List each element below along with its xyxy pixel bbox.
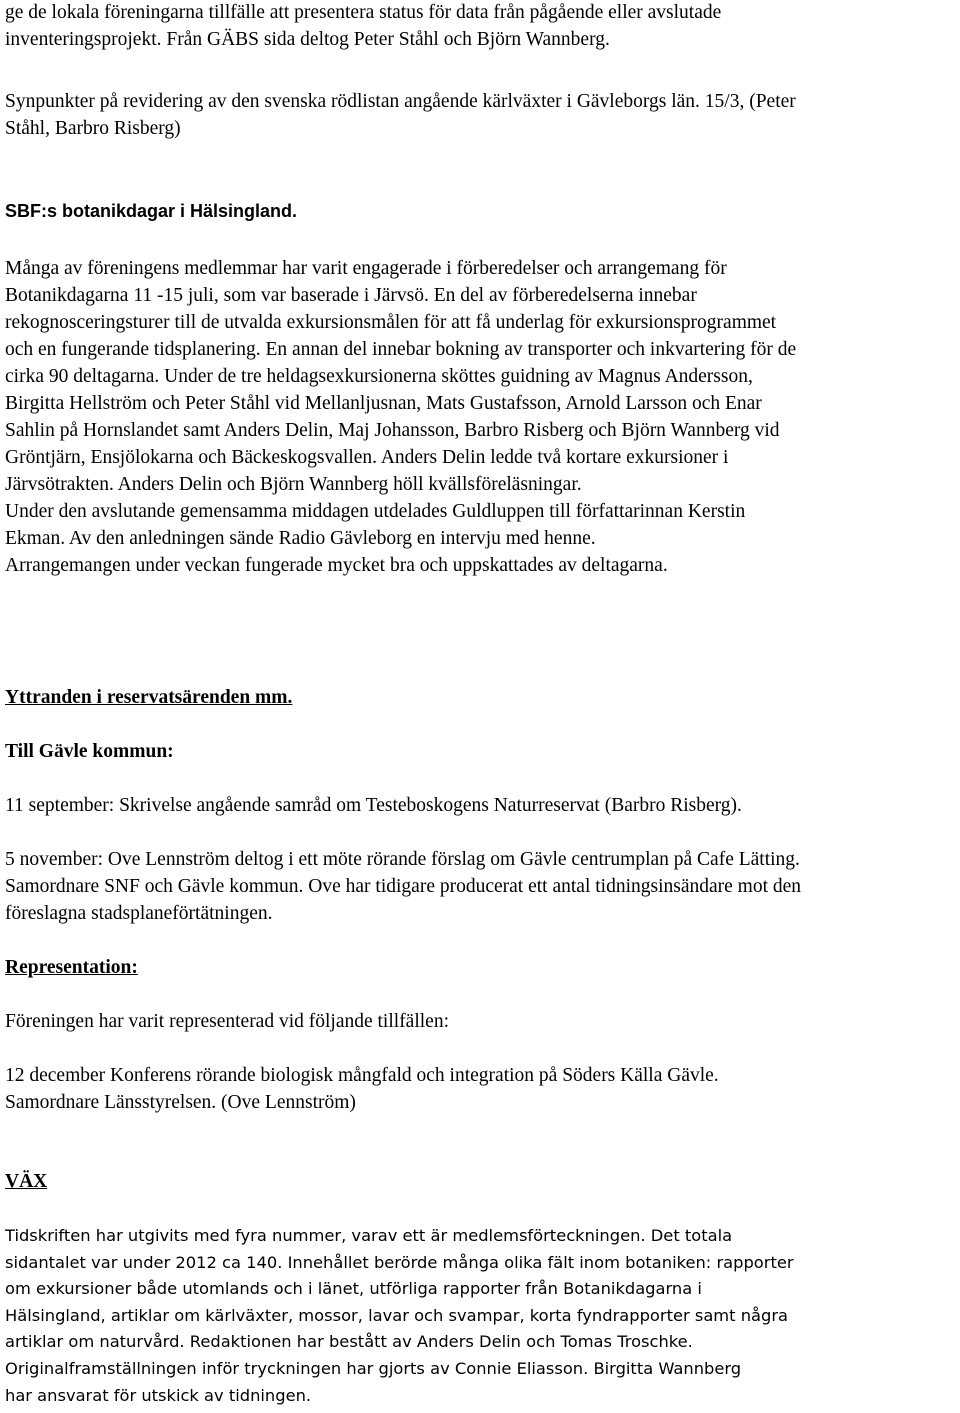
representation-intro: Föreningen har varit representerad vid följande tillfällen: bbox=[5, 1011, 449, 1032]
september-item: 11 september: Skrivelse angående samråd om Testeboskogens Naturreservat (Barbro Risberg). bbox=[5, 795, 742, 816]
intro-continuation-paragraph: ge de lokala föreningarna tillfälle att presentera status för data från pågående eller avslutade inventeringsprojekt. Från GÄBS sida deltog Peter Ståhl och Björn Wannberg. bbox=[5, 2, 722, 50]
redlist-item-paragraph: Synpunkter på revidering av den svenska rödlistan angående kärlväxter i Gävleborgs län. 15/3, (Peter Ståhl, Barbro Risberg) bbox=[5, 91, 796, 139]
november-item: 5 november: Ove Lennström deltog i ett möte rörande förslag om Gävle centrumplan på Cafe Lätting. Samordnare SNF och Gävle kommun. Ove har tidigare producerat ett antal tidningsinsändare mot den föreslagna stadsplaneförtätningen. bbox=[5, 849, 802, 924]
representation-heading: Representation: bbox=[5, 957, 138, 978]
vax-body: Tidskriften har utgivits med fyra nummer, varav ett är medlemsförteckningen. Det totala sidantalet var under 2012 ca 140. Innehållet berörde många olika fält inom botaniken: rapporter om exkursioner både utomlands och i länet, utförliga rapporter från Botanikdagarna i Hälsingland, artiklar om kärlväxter, mossor, lavar och svampar, korta fyndrapporter samt några artiklar om naturvård. Redaktionen har bestått av Anders Delin och Tomas Troschke. Originalframställningen inför tryckningen har gjorts av Connie Eliasson. Birgitta Wannberg har ansvarat för utskick av tidningen. bbox=[5, 1226, 794, 1405]
gavle-kommun-heading: Till Gävle kommun: bbox=[5, 741, 174, 762]
yttranden-heading: Yttranden i reservatsärenden mm. bbox=[5, 687, 293, 708]
botanikdagar-heading: SBF:s botanikdagar i Hälsingland. bbox=[5, 201, 298, 221]
botanikdagar-body: Många av föreningens medlemmar har varit engagerade i förberedelser och arrangemang för Botanikdagarna 11 -15 juli, som var baserade i Järvsö. En del av förberedelserna innebar rekognosceringsturer till de utvalda exkursionsmålen för att få underlag för exkursionsprogrammet och en fungerande tidsplanering. En annan del innebar bokning av transporter och inkvartering för de cirka 90 deltagarna. Under de tre heldagsexkursionerna sköttes guidning av Magnus Andersson, Birgitta Hellström och Peter Ståhl vid Mellanljusnan, Mats Gustafsson, Arnold Larsson och Enar Sahlin på Hornslandet samt Anders Delin, Maj Johansson, Barbro Risberg och Björn Wannberg vid Gröntjärn, Ensjölokarna och Bäckeskogsvallen. Anders Delin ledde två kortare exkursioner i Järvsötrakten. Anders Delin och Björn Wannberg höll kvällsföreläsningar. Under den avslutande gemensamma middagen utdelades Guldluppen till författarinnan Kerstin Ekman. Av den anledningen sände Radio Gävleborg en intervju med henne. Arrangemangen under veckan fungerade mycket bra och uppskattades av deltagarna. bbox=[5, 258, 797, 576]
december-item: 12 december Konferens rörande biologisk mångfald och integration på Söders Källa Gävle. Samordnare Länsstyrelsen. (Ove Lennström) bbox=[5, 1065, 719, 1113]
vax-heading: VÄX bbox=[5, 1171, 48, 1192]
